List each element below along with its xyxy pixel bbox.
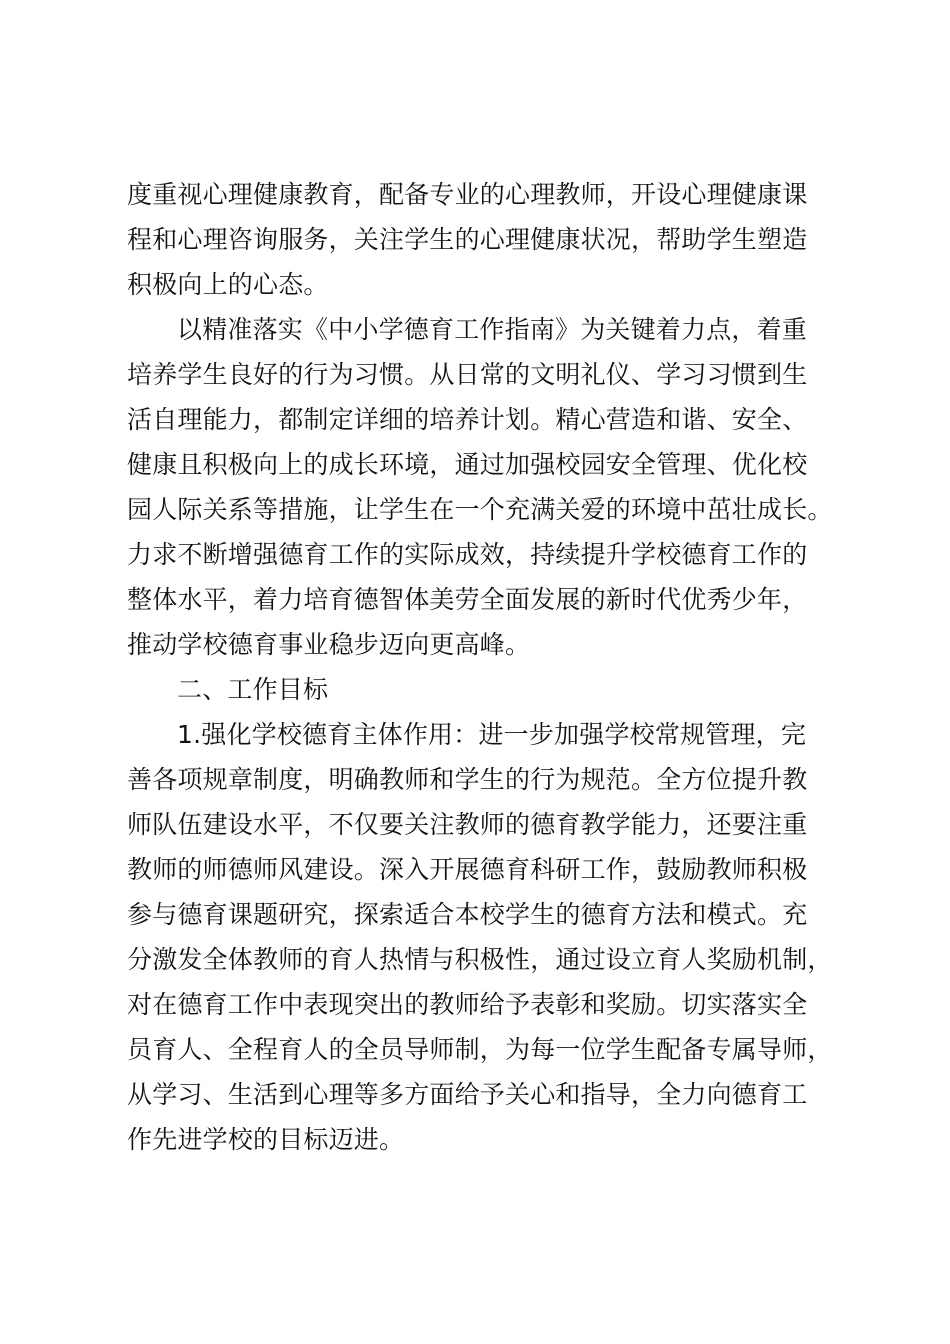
paragraph-line: 力求不断增强德育工作的实际成效，持续提升学校德育工作的 — [127, 540, 808, 569]
paragraph-line: 参与德育课题研究，探索适合本校学生的德育方法和模式。充 — [127, 900, 808, 929]
paragraph-line: 对在德育工作中表现突出的教师给予表彰和奖励。切实落实全 — [127, 990, 808, 1019]
paragraph-line: 整体水平，着力培育德智体美劳全面发展的新时代优秀少年， — [127, 585, 808, 614]
paragraph-line: 员育人、全程育人的全员导师制，为每一位学生配备专属导师， — [127, 1035, 833, 1064]
paragraph-line: 善各项规章制度，明确教师和学生的行为规范。全方位提升教 — [127, 765, 808, 794]
paragraph-line: 教师的师德师风建设。深入开展德育科研工作，鼓励教师积极 — [127, 855, 808, 884]
paragraph-line: 积极向上的心态。 — [127, 270, 329, 299]
paragraph-line: 程和心理咨询服务，关注学生的心理健康状况，帮助学生塑造 — [127, 225, 808, 254]
section-heading: 二、工作目标 — [177, 675, 329, 704]
paragraph-line: 师队伍建设水平，不仅要关注教师的德育教学能力，还要注重 — [127, 810, 808, 839]
paragraph-line: 度重视心理健康教育，配备专业的心理教师，开设心理健康课 — [127, 180, 808, 209]
paragraph-line: 从学习、生活到心理等多方面给予关心和指导，全力向德育工 — [127, 1080, 808, 1109]
paragraph-line: 健康且积极向上的成长环境，通过加强校园安全管理、优化校 — [127, 450, 808, 479]
paragraph-line: 1.强化学校德育主体作用：进一步加强学校常规管理，完 — [177, 720, 807, 749]
paragraph-line: 分激发全体教师的育人热情与积极性，通过设立育人奖励机制， — [127, 945, 833, 974]
paragraph-line: 推动学校德育事业稳步迈向更高峰。 — [127, 630, 531, 659]
paragraph-line: 培养学生良好的行为习惯。从日常的文明礼仪、学习习惯到生 — [127, 360, 808, 389]
paragraph-line: 园人际关系等措施，让学生在一个充满关爱的环境中茁壮成长。 — [127, 495, 833, 524]
paragraph-line: 以精准落实《中小学德育工作指南》为关键着力点，着重 — [177, 315, 808, 344]
paragraph-line: 作先进学校的目标迈进。 — [127, 1125, 405, 1154]
paragraph-line: 活自理能力，都制定详细的培养计划。精心营造和谐、安全、 — [127, 405, 808, 434]
